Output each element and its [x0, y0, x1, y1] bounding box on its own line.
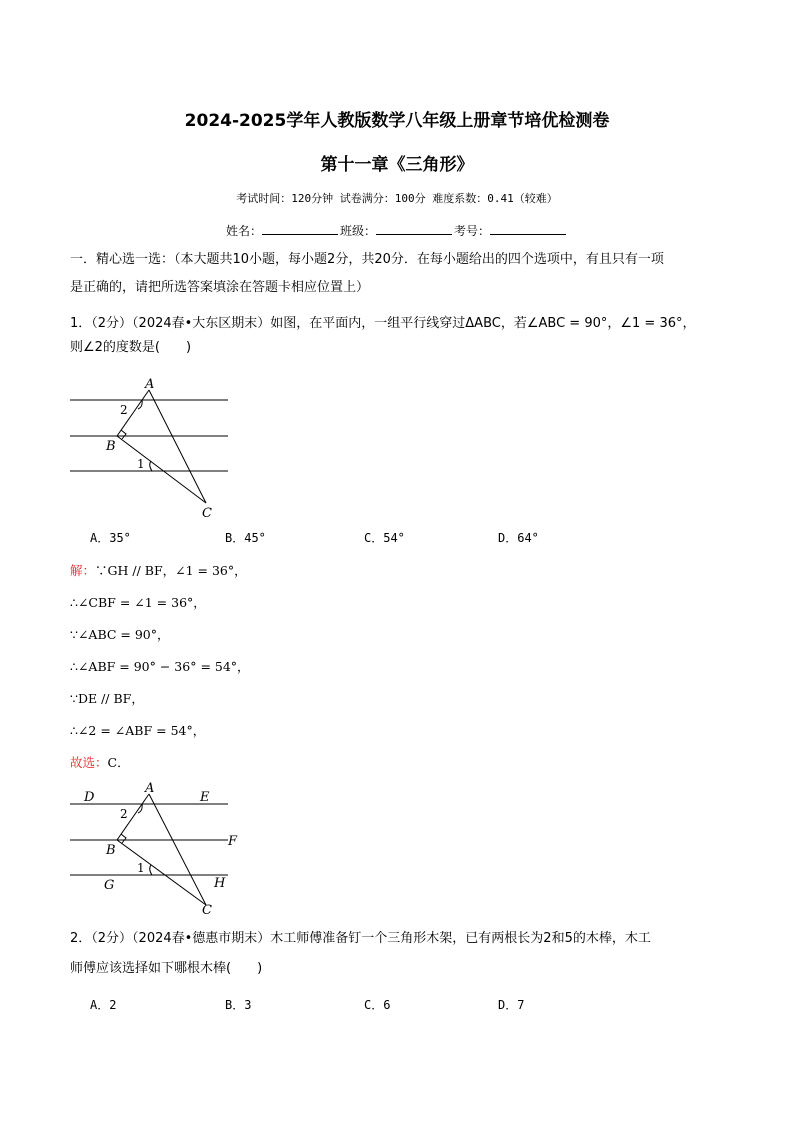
label-f: F [228, 834, 238, 849]
label-b: B [106, 843, 116, 858]
side-bc [117, 436, 206, 503]
label-b: B [106, 439, 116, 454]
page-title: 2024-2025学年人教版数学八年级上册章节培优检测卷 [184, 111, 610, 131]
exam-info: 考试时间：120分钟 试卷满分：100分 难度系数：0.41（较难） [236, 192, 558, 205]
question-1-line-1: 1．（2分）（2024春•大东区期末）如图，在平面内，一组平行线穿过ΔABC，若∠ABC = 90°，∠1 = 36°， [70, 316, 696, 331]
solution-text: ∵GH // BF，∠1 = 36°， [95, 563, 247, 578]
label-angle-1: 1 [137, 457, 145, 471]
q2-option-b[interactable]: B．3 [225, 998, 252, 1012]
name-blank[interactable] [262, 222, 338, 235]
class-label: 班级： [339, 224, 376, 238]
label-e: E [200, 790, 210, 805]
chapter-title: 第十一章《三角形》 [320, 155, 474, 175]
q1-option-b[interactable]: B．45° [225, 531, 266, 545]
question-2-line-2: 师傅应该选择如下哪根木棒( ) [70, 961, 263, 976]
solution-figure [68, 780, 248, 920]
student-info-row [0, 222, 794, 239]
answer-text: C． [107, 755, 130, 770]
q1-option-a[interactable]: A．35° [90, 531, 131, 545]
section-line-1: 一．精心选一选：（本大题共10小题，每小题2分，共20分．在每小题给出的四个选项中，有且只有一项 [70, 252, 664, 267]
label-angle-2: 2 [120, 807, 128, 821]
question-1-line-2: 则∠2的度数是( ) [70, 340, 192, 355]
label-h: H [214, 876, 226, 891]
question-2-line-1: 2．（2分）（2024春•德惠市期末）木工师傅准备钉一个三角形木架，已有两根长为2和5的木棒，木工 [70, 931, 651, 946]
label-angle-2: 2 [120, 403, 128, 417]
solution-line-3: ∵∠ABC = 90°， [70, 627, 170, 642]
name-label: 姓名： [225, 224, 262, 238]
question-2 [70, 929, 735, 979]
q1-option-d[interactable]: D．64° [498, 531, 539, 545]
question-1-figure [68, 376, 238, 518]
side-bc [117, 840, 206, 905]
q1-option-c[interactable]: C．54° [364, 531, 405, 545]
solution-line-4: ∴∠ABF = 90° − 36° = 54°， [70, 659, 250, 674]
section-heading [70, 250, 730, 298]
q2-option-d[interactable]: D．7 [498, 998, 525, 1012]
question-1 [70, 314, 735, 358]
right-angle-mark [121, 834, 126, 843]
label-d: D [84, 790, 95, 805]
class-blank[interactable] [376, 222, 452, 235]
label-a: A [145, 377, 155, 392]
answer-prefix: 故选： [70, 755, 108, 770]
section-line-2: 是正确的，请把所选答案填涂在答题卡相应位置上） [70, 280, 370, 295]
exam-no-label: 考号： [454, 224, 491, 238]
right-angle-mark [121, 430, 126, 439]
label-g: G [104, 878, 115, 893]
q2-option-c[interactable]: C．6 [364, 998, 391, 1012]
solution-line-5: ∵DE // BF， [70, 691, 144, 706]
solution-line-1 [70, 561, 247, 579]
solution-answer [70, 753, 130, 771]
q2-option-a[interactable]: A．2 [90, 998, 117, 1012]
solution-line-2: ∴∠CBF = ∠1 = 36°， [70, 595, 206, 610]
side-ac [149, 794, 206, 905]
angle-1-arc [150, 865, 152, 875]
label-c: C [202, 903, 212, 918]
solution-prefix: 解： [70, 563, 96, 578]
label-a: A [145, 781, 155, 796]
label-angle-1: 1 [137, 861, 145, 875]
solution-line-6: ∴∠2 = ∠ABF = 54°， [70, 723, 206, 738]
side-ac [149, 390, 206, 503]
label-c: C [202, 506, 212, 518]
exam-no-blank[interactable] [490, 222, 566, 235]
